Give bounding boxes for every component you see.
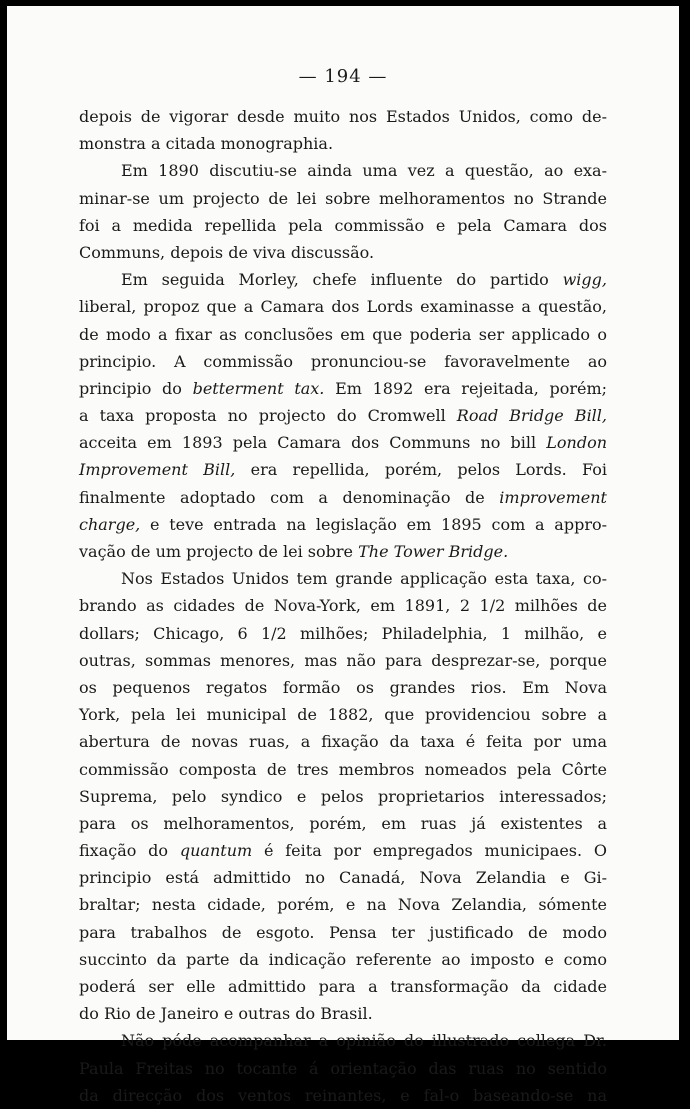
- text-line: Improvement Bill, era repellida, porém, pelos Lords. Foi: [79, 460, 607, 480]
- text-line: principio. A commissão pronunciou-se favoravelmente ao: [79, 351, 607, 371]
- text-line: Em seguida Morley, chefe influente do partido wigg,: [121, 270, 607, 290]
- text-line: para trabalhos de esgoto. Pensa ter justificado de modo: [79, 922, 607, 942]
- text-line: da direcção dos ventos reinantes, e fal-o baseando-se na: [79, 1085, 607, 1105]
- text-line: York, pela lei municipal de 1882, que providenciou sobre a: [79, 705, 607, 725]
- text-line: abertura de novas ruas, a fixação da taxa é feita por uma: [79, 732, 607, 752]
- text-line: outras, sommas menores, mas não para desprezar-se, porque: [79, 650, 607, 670]
- text-line: os pequenos regatos formão os grandes rios. Em Nova: [79, 677, 607, 697]
- text-line: do Rio de Janeiro e outras do Brasil.: [79, 1004, 373, 1024]
- italic-term: Improvement Bill,: [79, 460, 236, 480]
- text-line: liberal, propoz que a Camara dos Lords examinasse a questão,: [79, 297, 607, 317]
- text-line: a taxa proposta no projecto do Cromwell Road Bridge Bill,: [79, 406, 608, 426]
- text-line: acceita em 1893 pela Camara dos Communs no bill London: [79, 433, 608, 453]
- text-line: Suprema, pelo syndico e pelos proprietarios interessados;: [79, 786, 607, 806]
- text-line: fixação do quantum é feita por empregados municipaes. O: [79, 841, 608, 861]
- text-line: Paula Freitas no tocante á orientação das ruas no sentido: [79, 1058, 607, 1078]
- text-line: braltar; nesta cidade, porém, e na Nova Zelandia, sómente: [79, 895, 607, 915]
- text-line: principio do betterment tax. Em 1892 era rejeitada, porém;: [79, 378, 608, 398]
- text-line: de modo a fixar as conclusões em que poderia ser applicado o: [79, 324, 607, 344]
- text-line: charge, e teve entrada na legislação em 1895 com a appro-: [79, 514, 608, 534]
- text-line: minar-se um projecto de lei sobre melhoramentos no Strande: [79, 188, 607, 208]
- text-line: commissão composta de tres membros nomeados pela Côrte: [79, 759, 607, 779]
- italic-term: improvement: [499, 487, 607, 507]
- italic-term: quantum: [179, 841, 253, 861]
- italic-term: Road Bridge Bill,: [456, 406, 608, 426]
- text-line: finalmente adoptado com a denominação de improvement: [79, 487, 607, 507]
- text-line: monstra a citada monographia.: [79, 134, 334, 154]
- text-line: Não póde acompanhar a opinião do illustrado collega Dr.: [121, 1031, 607, 1051]
- page-number: — 194 —: [298, 66, 388, 87]
- text-line: brando as cidades de Nova-York, em 1891, 2 1/2 milhões de: [79, 596, 607, 616]
- text-line: succinto da parte da indicação referente ao imposto e como: [79, 949, 607, 969]
- body-text: [79, 103, 607, 1109]
- text-line: poderá ser elle admittido para a transformação da cidade: [79, 977, 607, 996]
- text-line: Communs, depois de viva discussão.: [79, 242, 375, 262]
- italic-term: The Tower Bridge.: [358, 542, 509, 561]
- text-line: vação de um projecto de lei sobre The Tower Bridge.: [79, 542, 509, 561]
- italic-term: betterment tax.: [192, 378, 325, 398]
- italic-term: wigg,: [562, 270, 607, 290]
- text-line: Nos Estados Unidos tem grande applicação esta taxa, co-: [121, 569, 607, 589]
- text-line: foi a medida repellida pela commissão e pela Camara dos: [79, 215, 607, 235]
- italic-term: charge,: [79, 514, 141, 534]
- text-line: depois de vigorar desde muito nos Estados Unidos, como de-: [79, 107, 607, 126]
- text-line: para os melhoramentos, porém, em ruas já existentes a: [79, 813, 607, 833]
- book-page: [7, 6, 679, 1105]
- text-line: principio está admittido no Canadá, Nova Zelandia e Gi-: [79, 868, 607, 888]
- text-line: Em 1890 discutiu-se ainda uma vez a questão, ao exa-: [121, 161, 607, 181]
- text-line: dollars; Chicago, 6 1/2 milhões; Philadelphia, 1 milhão, e: [79, 623, 607, 643]
- italic-term: London: [546, 433, 608, 453]
